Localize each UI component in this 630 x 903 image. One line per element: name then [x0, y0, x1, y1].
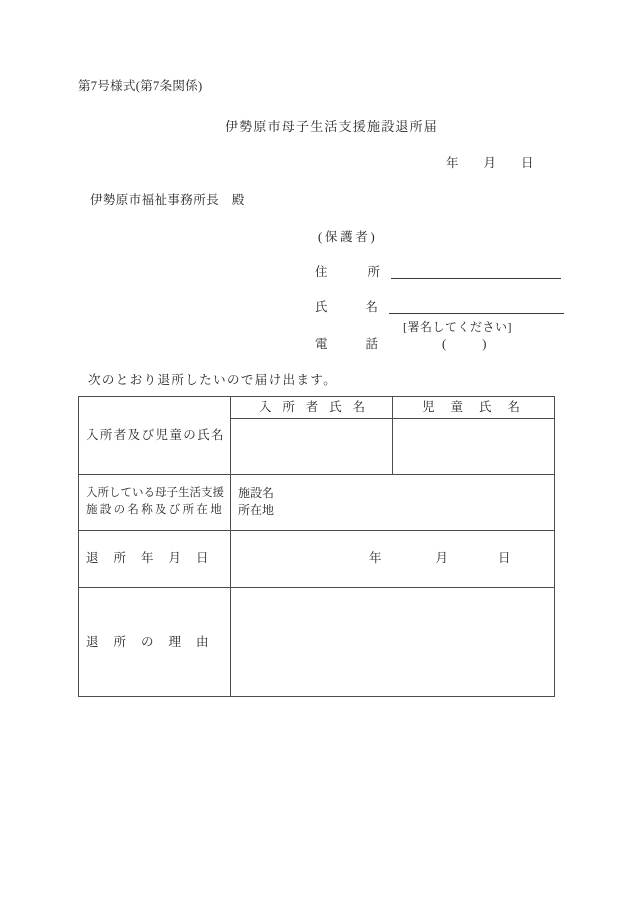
address-underline: [391, 276, 561, 279]
date-day-label: 日: [521, 156, 534, 170]
exit-date-row-content: [230, 530, 554, 587]
exit-notification-table: [78, 396, 555, 697]
facility-row-label-line1: 入所している母子生活支援: [86, 486, 224, 499]
guardian-section-label: (保護者): [318, 230, 378, 244]
facility-row-content: [230, 474, 554, 530]
date-year-label: 年: [446, 156, 459, 170]
exit-reason-blank-cell: [230, 587, 554, 696]
phone-label-1: 電: [315, 337, 328, 351]
phone-paren-close: ): [482, 337, 487, 351]
name-label-2: 名: [365, 300, 379, 314]
resident-name-blank-cell: [230, 418, 392, 474]
addressee: 伊勢原市福祉事務所長 殿: [90, 193, 245, 207]
intro-text: 次のとおり退所したいので届け出ます。: [88, 373, 338, 387]
exit-month-label: 月: [435, 551, 449, 566]
child-name-blank-cell: [392, 418, 554, 474]
date-month-label: 月: [483, 156, 497, 170]
address-label-1: 住: [315, 265, 328, 279]
page-title: 伊勢原市母子生活支援施設退所届: [225, 119, 439, 134]
address-label-2: 所: [367, 265, 381, 279]
exit-reason-row-label: 退所の理由: [86, 635, 224, 649]
facility-name-label: 施設名: [238, 485, 275, 500]
exit-date-row-label: 退所年月日: [86, 551, 224, 565]
facility-row-label: [79, 474, 230, 530]
exit-year-label: 年: [369, 551, 382, 566]
form-number: 第7号様式(第7条関係): [78, 79, 203, 93]
facility-address-label: 所在地: [238, 503, 275, 517]
exit-day-label: 日: [498, 551, 511, 566]
address-field-row: [315, 266, 561, 279]
resident-name-header: 入所者氏名: [259, 400, 377, 414]
facility-row-label-line2: 施設の名称及び所在地: [86, 504, 224, 516]
phone-label-2: 話: [365, 337, 379, 351]
phone-field-row: [315, 338, 486, 351]
name-underline: [389, 311, 564, 314]
date-line: [446, 157, 534, 170]
phone-paren-open: (: [442, 337, 447, 351]
signature-note: [署名してください]: [403, 320, 512, 334]
name-field-row: [315, 301, 564, 314]
name-label-1: 氏: [315, 300, 328, 314]
child-name-header: 児童氏名: [422, 400, 537, 414]
names-row-label: 入所者及び児童の氏名: [86, 428, 226, 442]
